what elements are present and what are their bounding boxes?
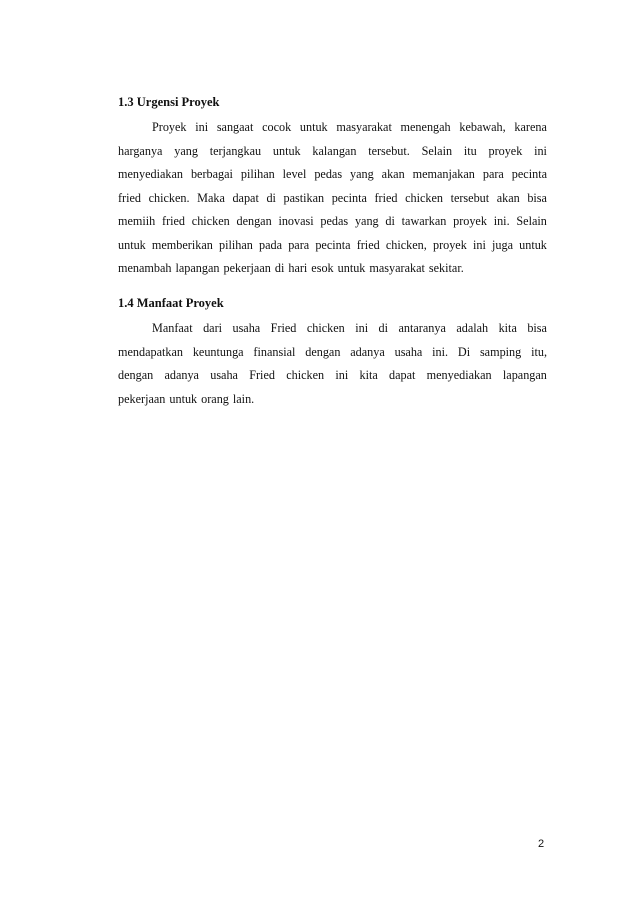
word: mendapatkan <box>118 344 183 359</box>
word: fried <box>118 190 142 205</box>
word: Manfaat <box>152 321 193 335</box>
word: untuk <box>299 120 328 134</box>
word: memiih <box>118 214 156 228</box>
word: cocok <box>262 120 292 134</box>
section-urgensi-proyek <box>118 95 547 285</box>
word: chicken. <box>148 190 190 205</box>
word: yang <box>174 143 198 158</box>
word: antaranya <box>398 321 446 335</box>
word: masyarakat <box>369 261 425 275</box>
word: Fried <box>270 321 297 335</box>
word: sangaat <box>216 120 254 134</box>
word: esok <box>311 261 334 275</box>
word: itu, <box>531 344 547 359</box>
paragraph <box>118 321 547 415</box>
word: fried <box>374 190 398 205</box>
word: dapat <box>389 368 416 382</box>
word: bisa <box>527 321 547 335</box>
word: yang <box>350 167 374 181</box>
word: pekerjaan <box>223 261 271 275</box>
word: bisa <box>527 190 547 205</box>
word: kebawah, <box>459 120 506 134</box>
word: chicken <box>286 368 325 382</box>
word: ini <box>534 143 547 158</box>
paragraph-line <box>118 214 547 238</box>
word: samping <box>479 344 522 359</box>
word: chicken, <box>385 237 427 252</box>
word: fried <box>162 214 186 228</box>
word: fried <box>356 237 380 252</box>
word: pilihan <box>219 237 253 252</box>
word: dengan <box>305 344 341 359</box>
word: pilihan <box>240 167 275 181</box>
word: ini <box>195 120 209 134</box>
word: usaha <box>210 368 238 382</box>
word: tersebut <box>450 190 490 205</box>
word: Maka <box>197 190 225 205</box>
page-number: 2 <box>538 838 545 850</box>
word: finansial <box>253 344 296 359</box>
word: berbagai <box>190 167 233 181</box>
word: lapangan <box>502 368 547 382</box>
paragraph-line <box>118 167 547 191</box>
word: di <box>266 190 276 205</box>
word: lain. <box>232 391 255 406</box>
word: untuk <box>519 237 547 252</box>
paragraph-line <box>118 120 547 144</box>
word: untuk <box>272 143 301 158</box>
word: dapat <box>232 190 259 205</box>
paragraph-line <box>118 368 547 392</box>
word: harganya <box>118 143 163 158</box>
paragraph-line <box>118 191 547 215</box>
word: proyek <box>432 237 467 252</box>
word: dari <box>203 321 223 335</box>
paragraph-line <box>118 345 547 369</box>
word: memanjakan <box>412 167 475 181</box>
word: menyediakan <box>118 167 183 181</box>
word: akan <box>381 167 405 181</box>
word: untuk <box>169 391 198 406</box>
word: menyediakan <box>426 368 492 382</box>
word: kita <box>359 368 378 382</box>
word: chicken <box>306 321 345 335</box>
word: pedas <box>320 214 349 228</box>
word: adanya <box>350 344 385 359</box>
word: lapangan <box>175 261 220 275</box>
word: para <box>482 167 504 181</box>
word: menambah <box>118 261 172 275</box>
word: ini. <box>432 344 449 359</box>
word: pecinta <box>511 167 547 181</box>
word: juga <box>492 237 513 252</box>
paragraph-line <box>118 261 547 285</box>
word: hari <box>288 261 308 275</box>
word: masyarakat <box>336 120 392 134</box>
word: para <box>288 237 310 252</box>
paragraph-line <box>118 321 547 345</box>
word: itu <box>463 143 477 158</box>
word: Selain <box>516 214 547 228</box>
word: chicken <box>405 190 443 205</box>
word: inovasi <box>278 214 314 228</box>
word: pedas <box>314 167 343 181</box>
word: di <box>274 261 285 275</box>
paragraph <box>118 120 547 285</box>
word: yang <box>354 214 379 228</box>
word: ini <box>335 368 349 382</box>
section-heading: 1.3 Urgensi Proyek <box>118 95 220 109</box>
word: kalangan <box>312 143 357 158</box>
word: kita <box>498 321 517 335</box>
word: usaha <box>232 321 261 335</box>
word: tawarkan <box>401 214 447 228</box>
word: terjangkau <box>209 143 262 158</box>
word: tersebut. <box>368 143 410 158</box>
paragraph-line <box>118 144 547 168</box>
word: untuk <box>118 237 146 252</box>
word: ini. <box>493 214 510 228</box>
word: untuk <box>337 261 366 275</box>
word: level <box>282 167 307 181</box>
word: adalah <box>456 321 489 335</box>
word: akan <box>496 190 520 205</box>
word: ini <box>355 321 369 335</box>
word: proyek <box>453 214 487 228</box>
word: Di <box>457 344 471 359</box>
paragraph-line <box>118 392 547 416</box>
word: sekitar. <box>428 261 464 275</box>
word: di <box>378 321 389 335</box>
word: di <box>385 214 395 228</box>
section-manfaat-proyek <box>118 296 547 415</box>
word: Proyek <box>152 120 187 134</box>
word: pada <box>259 237 283 252</box>
word: orang <box>201 391 229 406</box>
word: memberikan <box>151 237 213 252</box>
word: dengan <box>118 368 154 382</box>
word: pecinta <box>331 190 367 205</box>
word: menengah <box>400 120 451 134</box>
section-heading: 1.4 Manfaat Proyek <box>118 296 224 310</box>
paragraph-line <box>118 238 547 262</box>
word: keuntunga <box>192 344 244 359</box>
word: adanya <box>164 368 199 382</box>
word: Selain <box>421 143 453 158</box>
word: chicken <box>191 214 230 228</box>
word: proyek <box>488 143 523 158</box>
word: karena <box>514 120 547 134</box>
word: ini <box>472 237 486 252</box>
word: dengan <box>236 214 272 228</box>
word: Fried <box>249 368 275 382</box>
word: pastikan <box>283 190 325 205</box>
word: usaha <box>394 344 423 359</box>
word: pecinta <box>315 237 351 252</box>
word: pekerjaan <box>118 391 166 406</box>
